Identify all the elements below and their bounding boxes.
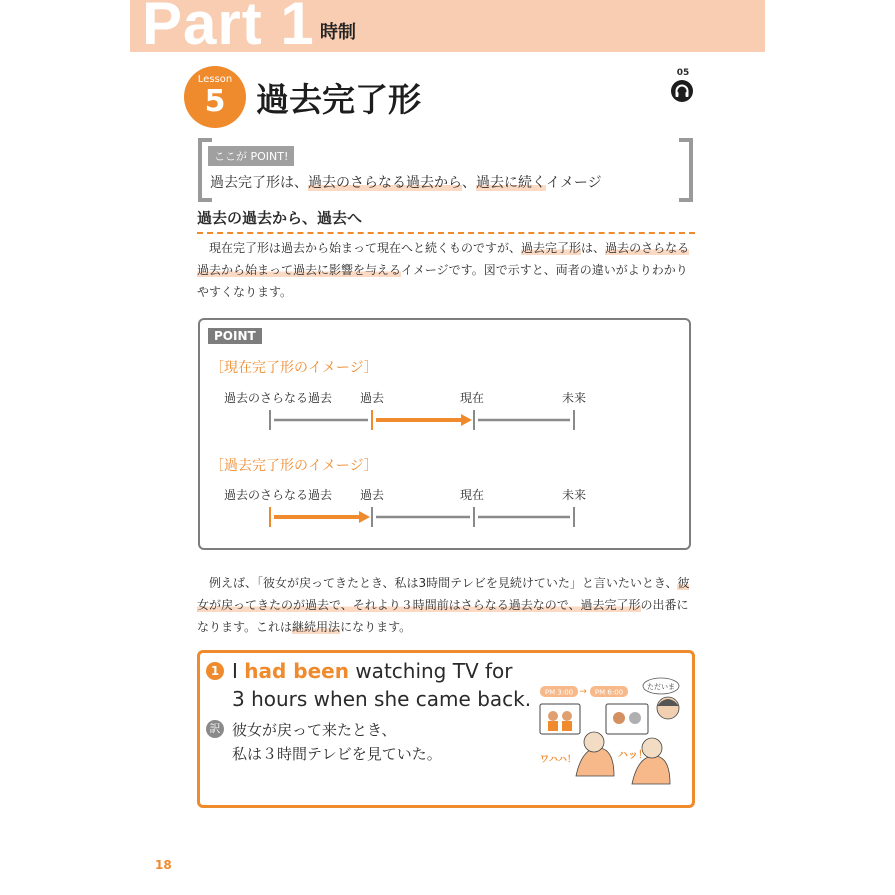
example-english-line1: I had been watching TV for [232, 659, 513, 683]
point-text: 過去完了形は、過去のさらなる過去から、過去に続くイメージ [210, 175, 602, 191]
tl2-label-present: 現在 [460, 488, 485, 502]
tl2-label-future: 未来 [562, 488, 587, 502]
present-perfect-title: ［現在完了形のイメージ］ [210, 360, 378, 376]
chapter-title: 時制 [320, 22, 356, 43]
clock-label-6pm: PM 6:00 [594, 688, 624, 697]
tv-watching-illustration [536, 676, 686, 786]
diagram-badge: POINT [208, 328, 262, 344]
tl2-label-past: 過去 [360, 488, 385, 502]
lesson-title: 過去完了形 [256, 80, 421, 119]
header-band [130, 0, 765, 52]
example-number-badge: 1 [206, 662, 224, 680]
page-number: 18 [155, 858, 172, 872]
part-title: Part 1 [142, 0, 315, 52]
svg-text:→: → [579, 687, 587, 697]
tl1-label-past: 過去 [360, 391, 385, 405]
past-perfect-title: ［過去完了形のイメージ］ [210, 458, 378, 474]
point-badge: ここが POINT! [208, 146, 294, 166]
laugh-text: ワハハ！ [540, 755, 577, 765]
tl1-label-future: 未来 [562, 391, 587, 405]
tl1-label-far-past: 過去のさらなる過去 [224, 391, 333, 405]
audio-track-number: 05 [676, 68, 690, 78]
bracket-right [679, 138, 693, 202]
example-japanese-line2: 私は３時間テレビを見ていた。 [232, 745, 442, 763]
clock-label-3pm: PM 3:00 [544, 688, 574, 697]
timeline-arrowhead [461, 414, 472, 426]
example-english-line2: 3 hours when she came back. [232, 687, 532, 711]
headphones-icon[interactable] [670, 79, 694, 103]
surprise-text: ハッ！ [618, 750, 648, 761]
lesson-label: Lesson [197, 74, 233, 85]
lesson-number: 5 [204, 84, 226, 119]
lesson-badge [184, 66, 246, 128]
present-perfect-timeline [262, 400, 592, 440]
example-paragraph: 例えば、「彼女が戻ってきたとき、私は3時間テレビを見続けていた」と言いたいとき、彼女が戻ってきたのが過去で、それより３時間前はさらなる過去なので、過去完了形の出番になります。これは継続用法になります。 [197, 576, 690, 634]
timeline-arrowhead [359, 511, 370, 523]
greeting-bubble: ただいま [647, 683, 675, 691]
section-heading: 過去の過去から、過去へ [197, 207, 695, 234]
translation-icon: 訳 [206, 720, 224, 738]
intro-paragraph: 現在完了形は過去から始まって現在へと続くものですが、過去完了形は、過去のさらなる過去から始まって過去に影響を与えるイメージです。図で示すと、両者の違いがよりわかりやすくなります。 [197, 241, 690, 299]
tl2-label-far-past: 過去のさらなる過去 [224, 488, 333, 502]
example-japanese-line1: 彼女が戻って来たとき、 [232, 721, 397, 739]
tl1-label-present: 現在 [460, 391, 485, 405]
past-perfect-timeline [262, 497, 592, 537]
